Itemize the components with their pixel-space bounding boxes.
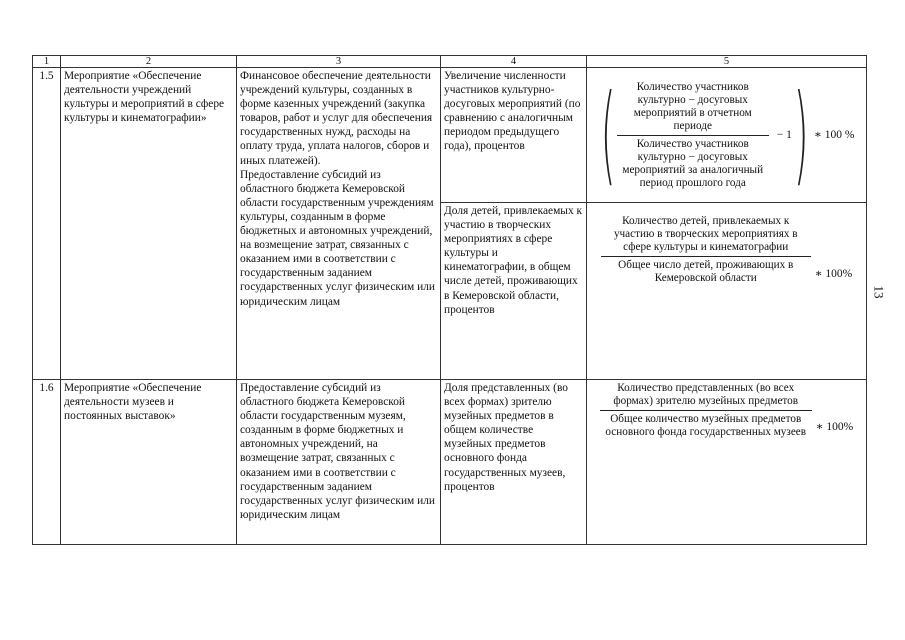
fraction-numerator: Количество детей, привлекаемых к участию в творческих мероприятиях в сфере культуры и кинематографии bbox=[613, 215, 798, 253]
right-paren-icon: ) bbox=[793, 72, 809, 197]
indicators-table bbox=[32, 55, 867, 545]
fraction-bar bbox=[617, 135, 769, 136]
page-number: 13 bbox=[871, 285, 887, 299]
fraction bbox=[617, 81, 769, 190]
header-col-3: 3 bbox=[237, 56, 441, 68]
indicator-name: Доля детей, привлекаемых к участию в творческих мероприятиях в сфере культуры и кинематографии, в общем числе детей, проживающих в Кемеровской области, процентов bbox=[441, 203, 587, 380]
header-row bbox=[33, 56, 867, 68]
left-paren-icon: ( bbox=[600, 72, 616, 197]
header-col-2: 2 bbox=[61, 56, 237, 68]
indicator-name: Увеличение численности участников культурно-досуговых мероприятий (по сравнению с аналогичным периодом предыдущего года), процентов bbox=[441, 68, 587, 203]
formula bbox=[587, 203, 866, 379]
event-name: Мероприятие «Обеспечение деятельности музеев и постоянных выставок» bbox=[61, 380, 237, 545]
row-number: 1.5 bbox=[33, 68, 61, 380]
formula-multiplier: ∗ 100% bbox=[814, 268, 853, 280]
fraction-denominator: Общее количество музейных предметов основного фонда государственных музеев bbox=[605, 413, 807, 438]
formula-cell bbox=[587, 68, 867, 203]
header-col-5: 5 bbox=[587, 56, 867, 68]
funding-description: Предоставление субсидий из областного бюджета Кемеровской области государственным музеям, созданным в форме бюджетных и автономных учреждений, на возмещение затрат, связанных с оказанием ими в соответствии с государственным заданием государственных услуг физическим или юридическим лицам bbox=[237, 380, 441, 545]
fraction bbox=[601, 215, 811, 285]
event-name: Мероприятие «Обеспечение деятельности учреждений культуры и мероприятий в сфере культуры и кинематографии» bbox=[61, 68, 237, 380]
funding-paragraph: Предоставление субсидий из областного бюджета Кемеровской области государственным учреждениям культуры, созданным в форме бюджетных и автономных учреждений, на возмещение затрат, связанных с оказанием ими в соответствии с государственным заданием государственных услуг физическим или юридическим лицам bbox=[240, 168, 435, 308]
fraction bbox=[600, 382, 812, 439]
header-col-1: 1 bbox=[33, 56, 61, 68]
fraction-bar bbox=[601, 256, 811, 257]
table-row-1-5a bbox=[33, 68, 867, 203]
formula-cell bbox=[587, 380, 867, 545]
header-col-4: 4 bbox=[441, 56, 587, 68]
formula-cell bbox=[587, 203, 867, 380]
funding-paragraph: Финансовое обеспечение деятельности учреждений культуры, созданных в форме казенных учреждений (закупка товаров, работ и услуг для обеспечения государственных нужд, расходы на оплату труда, уплата налогов, сборов и иных платежей). bbox=[240, 70, 433, 167]
fraction-numerator: Количество участников культурно − досуговых мероприятий в отчетном периоде bbox=[633, 80, 752, 132]
fraction-denominator: Общее число детей, проживающих в Кемеровской области bbox=[618, 259, 794, 284]
fraction-numerator: Количество представленных (во всех формах) зрителю музейных предметов bbox=[613, 382, 799, 407]
funding-description bbox=[237, 68, 441, 380]
formula-multiplier: ∗ 100% bbox=[815, 421, 854, 433]
fraction-denominator: Количество участников культурно − досуговых мероприятий за аналогичный период прошлого года bbox=[622, 137, 764, 189]
formula-minus-one: − 1 bbox=[776, 128, 792, 141]
indicator-name: Доля представленных (во всех формах) зрителю музейных предметов в общем количестве музейных предметов основного фонда государственных музеев, процентов bbox=[441, 380, 587, 545]
fraction-bar bbox=[600, 410, 812, 411]
formula bbox=[587, 68, 866, 202]
table-row-1-6 bbox=[33, 380, 867, 545]
formula-multiplier: ∗ 100 % bbox=[814, 128, 855, 141]
formula bbox=[587, 380, 866, 544]
row-number: 1.6 bbox=[33, 380, 61, 545]
